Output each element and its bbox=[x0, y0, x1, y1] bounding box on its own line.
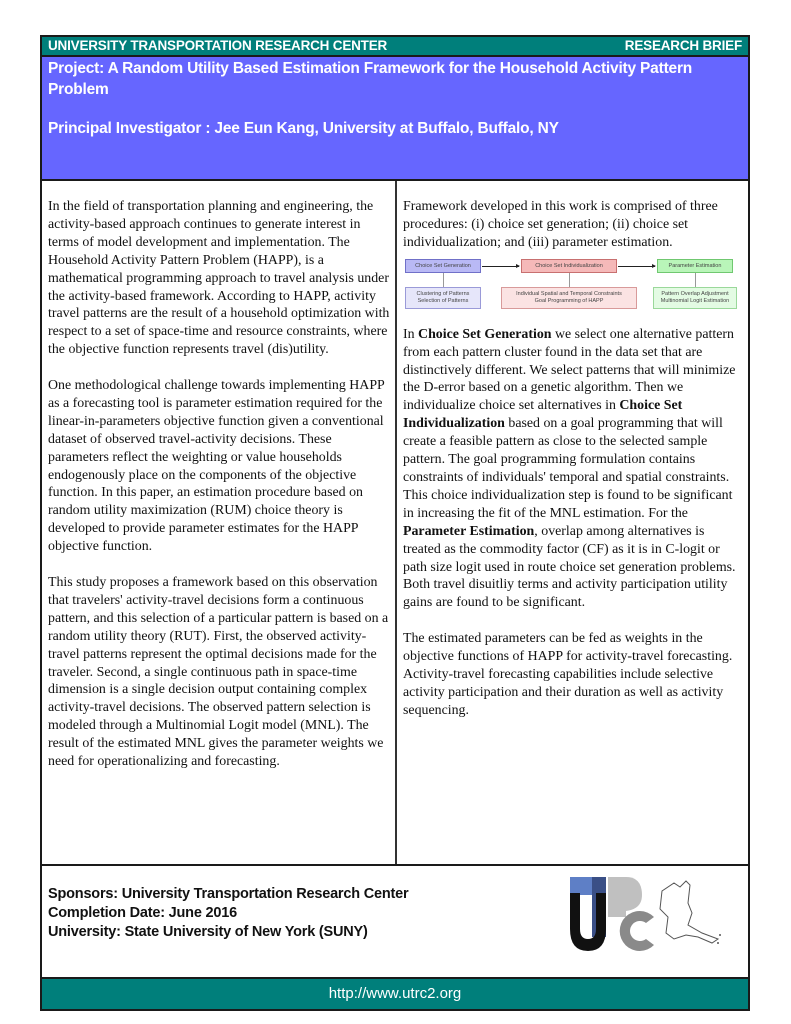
utrc-logo-icon bbox=[562, 873, 732, 955]
procedures-paragraph: In Choice Set Generation we select one alternative pattern from each pattern cluster found in the data set that are distinctively different. We select patterns that will minimize the D-error based on a genetic algorithm. Then we individualize choice set alternatives in Choice Set Individualization based on a goal programming that will create a feasible pattern as close to the selected sample pattern. The goal programming formulation contains constraints of individuals' temporal and spatial constraints. This choice individualization step is found to be significant in increasing the fit of the MNL estimation. For the Parameter Estimation, overlap among alternatives is treated as the commodity factor (CF) as it is in C-logit or path size logit used in route choice set generation problems. Both travel disuitliy terms and activity participation utility gains are found to be significant. bbox=[403, 326, 736, 611]
stage-details-generation bbox=[405, 287, 481, 309]
stage-box-individualization: Choice Set Individualization bbox=[521, 259, 617, 273]
paragraph: The estimated parameters can be fed as weights in the objective functions of HAPP for activity-travel forecasting. Activity-travel forecasting capabilities include selective activity participation and their duration as well as activity sequencing. bbox=[403, 631, 733, 718]
paragraph: One methodological challenge towards implementing HAPP as a forecasting tool is parameter estimation required for the linear-in-parameters objective function given a conventional dataset of observed travel-activity decisions. These parameters reflect the weighting or value households endogenously place on the components of the objective function. In this paper, an estimation procedure based on random utility maximization (RUM) choice theory is developed to provide parameter estimates for the HAPP objective function. bbox=[48, 378, 385, 555]
emphasis-choice-set-generation: Choice Set Generation bbox=[418, 326, 552, 342]
stage-details-estimation bbox=[653, 287, 737, 309]
completion-date-line: Completion Date: June 2016 bbox=[48, 905, 237, 921]
project-title: Project: A Random Utility Based Estimation Framework for the Household Activity Pattern Problem bbox=[48, 60, 693, 98]
detail-text: Multinomial Logit Estimation bbox=[660, 297, 730, 304]
stage-box-generation: Choice Set Generation bbox=[405, 259, 481, 273]
connector-line bbox=[695, 273, 696, 287]
arrow-icon bbox=[618, 266, 655, 267]
arrow-icon bbox=[482, 266, 519, 267]
detail-text: Individual Spatial and Temporal Constraints bbox=[516, 290, 622, 297]
connector-line bbox=[569, 273, 570, 287]
doc-type-label: RESEARCH BRIEF bbox=[624, 38, 742, 53]
framework-intro: Framework developed in this work is comprised of three procedures: (i) choice set generation; (ii) choice set individualization; and (iii) parameter estimation. bbox=[403, 199, 718, 250]
title-box bbox=[42, 57, 748, 181]
org-name: UNIVERSITY TRANSPORTATION RESEARCH CENTER bbox=[48, 38, 388, 53]
emphasis-choice-set-individualization: Choice Set Individualization bbox=[403, 398, 683, 432]
university-line: University: State University of New York (SUNY) bbox=[48, 924, 368, 940]
right-column bbox=[397, 181, 748, 864]
website-link[interactable]: http://www.utrc2.org bbox=[328, 985, 462, 1002]
divider bbox=[42, 864, 748, 866]
top-banner bbox=[42, 37, 748, 57]
footer-bar bbox=[42, 977, 748, 1009]
principal-investigator: Principal Investigator : Jee Eun Kang, University at Buffalo, Buffalo, NY bbox=[48, 120, 559, 137]
detail-text: Selection of Patterns bbox=[417, 297, 469, 304]
detail-text: Goal Programming of HAPP bbox=[534, 297, 604, 304]
paragraph: In the field of transportation planning and engineering, the activity-based approach continues to generate interest in terms of model development and implementation. The Household Activity Pattern Problem (HAPP), is a mathematical programming approach to travel analysis under the activity-based framework. According to HAPP, activity travel patterns are the result of a household optimization with respect to a set of space-time and resource constraints, where the objective function represents travel (dis)utility. bbox=[48, 199, 390, 358]
connector-line bbox=[443, 273, 444, 287]
detail-text: Clustering of Patterns bbox=[416, 290, 470, 297]
paragraph: This study proposes a framework based on this observation that travelers' activity-travel decisions form a continuous pattern, and this selection of a particular pattern is based on a random utility theory (RUT). First, the observed activity-travel patterns represent the optimal decisions made for the traveler. Second, a single continuous path in space-time dimension is a single decision output containing complex activity-travel decisions. The observed pattern selection is modeled through a Multinomial Logit model (MNL). The result of the estimated MNL gives the parameter weights we need for operationalizing and forecasting. bbox=[48, 575, 389, 770]
left-column bbox=[42, 181, 397, 864]
framework-diagram bbox=[403, 256, 743, 312]
project-info bbox=[48, 885, 408, 942]
stage-box-estimation: Parameter Estimation bbox=[657, 259, 733, 273]
detail-text: Pattern Overlap Adjustment bbox=[661, 290, 729, 297]
emphasis-parameter-estimation: Parameter Estimation bbox=[403, 523, 535, 539]
sponsors-line: Sponsors: University Transportation Research Center bbox=[48, 886, 409, 902]
stage-details-individualization bbox=[501, 287, 637, 309]
research-brief-page bbox=[40, 35, 750, 1011]
